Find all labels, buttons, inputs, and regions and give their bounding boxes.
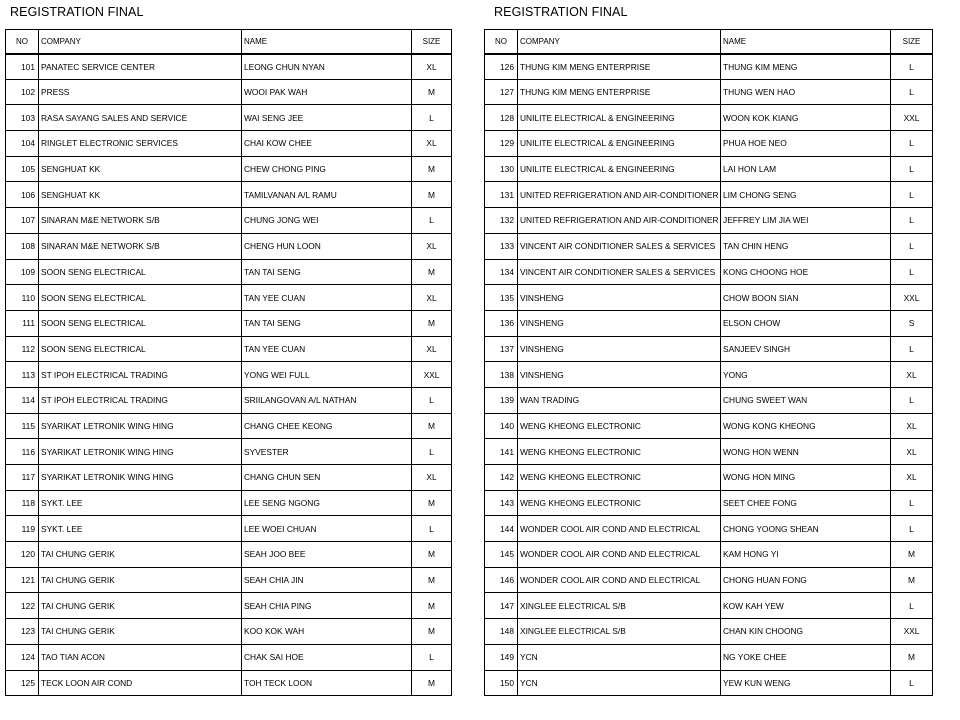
company-cell: WENG KHEONG ELECTRONIC — [518, 413, 721, 439]
company-cell: PRESS — [39, 79, 242, 105]
row-number: 108 — [6, 233, 39, 259]
name-cell: KONG CHOONG HOE — [721, 259, 891, 285]
name-cell: WONG KONG KHEONG — [721, 413, 891, 439]
name-cell: YONG WEI FULL — [242, 362, 412, 388]
column-header-size: SIZE — [412, 30, 452, 54]
size-cell: L — [891, 516, 933, 542]
company-cell: RINGLET ELECTRONIC SERVICES — [39, 131, 242, 157]
size-cell: XL — [412, 336, 452, 362]
table-row — [6, 619, 452, 645]
table-row — [485, 362, 933, 388]
size-cell: L — [891, 670, 933, 696]
company-cell: WONDER COOL AIR COND AND ELECTRICAL — [518, 542, 721, 568]
row-number: 141 — [485, 439, 518, 465]
company-cell: SYKT. LEE — [39, 490, 242, 516]
size-cell: M — [412, 156, 452, 182]
company-cell: XINGLEE ELECTRICAL S/B — [518, 593, 721, 619]
row-number: 101 — [6, 54, 39, 80]
name-cell: ELSON CHOW — [721, 310, 891, 336]
row-number: 103 — [6, 105, 39, 131]
size-cell: M — [891, 567, 933, 593]
company-cell: TAI CHUNG GERIK — [39, 542, 242, 568]
table-row — [6, 413, 452, 439]
name-cell: THUNG WEN HAO — [721, 79, 891, 105]
name-cell: LEE WOEI CHUAN — [242, 516, 412, 542]
table-row — [485, 644, 933, 670]
left-page-title: REGISTRATION FINAL — [10, 5, 144, 19]
company-cell: UNILITE ELECTRICAL & ENGINEERING — [518, 131, 721, 157]
size-cell: L — [891, 259, 933, 285]
size-cell: L — [412, 387, 452, 413]
size-cell: M — [412, 310, 452, 336]
company-cell: SENGHUAT KK — [39, 182, 242, 208]
row-number: 102 — [6, 79, 39, 105]
company-cell: WENG KHEONG ELECTRONIC — [518, 490, 721, 516]
table-row — [6, 439, 452, 465]
row-number: 129 — [485, 131, 518, 157]
size-cell: M — [412, 619, 452, 645]
row-number: 138 — [485, 362, 518, 388]
company-cell: WONDER COOL AIR COND AND ELECTRICAL — [518, 516, 721, 542]
size-cell: L — [891, 233, 933, 259]
table-row — [6, 362, 452, 388]
row-number: 125 — [6, 670, 39, 696]
table-row — [485, 516, 933, 542]
row-number: 105 — [6, 156, 39, 182]
size-cell: L — [412, 516, 452, 542]
table-header-row — [485, 30, 933, 54]
row-number: 114 — [6, 387, 39, 413]
table-row — [485, 131, 933, 157]
name-cell: KOW KAH YEW — [721, 593, 891, 619]
name-cell: TAN YEE CUAN — [242, 285, 412, 311]
name-cell: WOON KOK KIANG — [721, 105, 891, 131]
table-row — [6, 310, 452, 336]
size-cell: M — [412, 79, 452, 105]
size-cell: M — [891, 644, 933, 670]
name-cell: KOO KOK WAH — [242, 619, 412, 645]
company-cell: VINSHENG — [518, 362, 721, 388]
size-cell: XXL — [891, 619, 933, 645]
name-cell: TAN TAI SENG — [242, 259, 412, 285]
name-cell: YONG — [721, 362, 891, 388]
table-row — [6, 465, 452, 491]
size-cell: L — [891, 490, 933, 516]
name-cell: CHEW CHONG PING — [242, 156, 412, 182]
company-cell: YCN — [518, 670, 721, 696]
company-cell: VINCENT AIR CONDITIONER SALES & SERVICES — [518, 259, 721, 285]
row-number: 135 — [485, 285, 518, 311]
row-number: 116 — [6, 439, 39, 465]
row-number: 107 — [6, 208, 39, 234]
table-row — [6, 182, 452, 208]
company-cell: VINSHENG — [518, 336, 721, 362]
table-row — [485, 54, 933, 80]
row-number: 120 — [6, 542, 39, 568]
company-cell: TAI CHUNG GERIK — [39, 619, 242, 645]
company-cell: TAO TIAN ACON — [39, 644, 242, 670]
table-row — [485, 465, 933, 491]
size-cell: M — [412, 542, 452, 568]
row-number: 122 — [6, 593, 39, 619]
name-cell: TAN TAI SENG — [242, 310, 412, 336]
row-number: 126 — [485, 54, 518, 80]
table-row — [6, 285, 452, 311]
size-cell: L — [891, 387, 933, 413]
table-row — [485, 79, 933, 105]
row-number: 133 — [485, 233, 518, 259]
table-row — [6, 259, 452, 285]
name-cell: NG YOKE CHEE — [721, 644, 891, 670]
table-row — [485, 593, 933, 619]
table-row — [6, 670, 452, 696]
size-cell: XL — [891, 413, 933, 439]
left-registration-table — [5, 29, 452, 696]
name-cell: CHAN KIN CHOONG — [721, 619, 891, 645]
row-number: 150 — [485, 670, 518, 696]
table-row — [6, 233, 452, 259]
column-header-company: COMPANY — [39, 30, 242, 54]
row-number: 127 — [485, 79, 518, 105]
row-number: 148 — [485, 619, 518, 645]
name-cell: TOH TECK LOON — [242, 670, 412, 696]
row-number: 109 — [6, 259, 39, 285]
company-cell: SYARIKAT LETRONIK WING HING — [39, 465, 242, 491]
column-header-size: SIZE — [891, 30, 933, 54]
table-row — [6, 336, 452, 362]
column-header-no: NO — [6, 30, 39, 54]
row-number: 136 — [485, 310, 518, 336]
table-row — [6, 542, 452, 568]
company-cell: WAN TRADING — [518, 387, 721, 413]
name-cell: CHUNG SWEET WAN — [721, 387, 891, 413]
size-cell: S — [891, 310, 933, 336]
name-cell: THUNG KIM MENG — [721, 54, 891, 80]
name-cell: CHAI KOW CHEE — [242, 131, 412, 157]
company-cell: SYARIKAT LETRONIK WING HING — [39, 413, 242, 439]
name-cell: WOOI PAK WAH — [242, 79, 412, 105]
company-cell: YCN — [518, 644, 721, 670]
table-row — [6, 54, 452, 80]
row-number: 144 — [485, 516, 518, 542]
table-row — [485, 105, 933, 131]
row-number: 145 — [485, 542, 518, 568]
name-cell: CHANG CHEE KEONG — [242, 413, 412, 439]
name-cell: WONG HON MING — [721, 465, 891, 491]
table-row — [485, 387, 933, 413]
name-cell: SYVESTER — [242, 439, 412, 465]
row-number: 119 — [6, 516, 39, 542]
table-row — [6, 516, 452, 542]
company-cell: ST IPOH ELECTRICAL TRADING — [39, 387, 242, 413]
size-cell: XXL — [891, 105, 933, 131]
company-cell: UNILITE ELECTRICAL & ENGINEERING — [518, 105, 721, 131]
name-cell: SEAH CHIA PING — [242, 593, 412, 619]
name-cell: WAI SENG JEE — [242, 105, 412, 131]
name-cell: TAN YEE CUAN — [242, 336, 412, 362]
column-header-name: NAME — [721, 30, 891, 54]
table-row — [485, 182, 933, 208]
size-cell: M — [412, 593, 452, 619]
table-row — [6, 644, 452, 670]
row-number: 115 — [6, 413, 39, 439]
table-row — [485, 285, 933, 311]
company-cell: XINGLEE ELECTRICAL S/B — [518, 619, 721, 645]
company-cell: VINSHENG — [518, 285, 721, 311]
company-cell: WENG KHEONG ELECTRONIC — [518, 465, 721, 491]
company-cell: TAI CHUNG GERIK — [39, 593, 242, 619]
table-row — [485, 156, 933, 182]
row-number: 143 — [485, 490, 518, 516]
table-row — [6, 131, 452, 157]
row-number: 112 — [6, 336, 39, 362]
table-row — [485, 567, 933, 593]
size-cell: XXL — [412, 362, 452, 388]
company-cell: UNITED REFRIGERATION AND AIR-CONDITIONER — [518, 208, 721, 234]
size-cell: XL — [412, 285, 452, 311]
company-cell: VINCENT AIR CONDITIONER SALES & SERVICES — [518, 233, 721, 259]
column-header-no: NO — [485, 30, 518, 54]
row-number: 137 — [485, 336, 518, 362]
column-header-company: COMPANY — [518, 30, 721, 54]
size-cell: M — [412, 490, 452, 516]
size-cell: XL — [412, 465, 452, 491]
row-number: 113 — [6, 362, 39, 388]
size-cell: L — [891, 182, 933, 208]
table-header-row — [6, 30, 452, 54]
table-row — [6, 79, 452, 105]
name-cell: WONG HON WENN — [721, 439, 891, 465]
company-cell: SOON SENG ELECTRICAL — [39, 336, 242, 362]
company-cell: SOON SENG ELECTRICAL — [39, 310, 242, 336]
row-number: 117 — [6, 465, 39, 491]
table-row — [6, 208, 452, 234]
name-cell: SRIILANGOVAN A/L NATHAN — [242, 387, 412, 413]
size-cell: L — [412, 439, 452, 465]
row-number: 106 — [6, 182, 39, 208]
company-cell: THUNG KIM MENG ENTERPRISE — [518, 79, 721, 105]
company-cell: VINSHENG — [518, 310, 721, 336]
name-cell: CHONG HUAN FONG — [721, 567, 891, 593]
company-cell: WENG KHEONG ELECTRONIC — [518, 439, 721, 465]
row-number: 128 — [485, 105, 518, 131]
size-cell: XL — [891, 439, 933, 465]
size-cell: L — [412, 644, 452, 670]
name-cell: SEAH JOO BEE — [242, 542, 412, 568]
name-cell: SEET CHEE FONG — [721, 490, 891, 516]
name-cell: KAM HONG YI — [721, 542, 891, 568]
row-number: 147 — [485, 593, 518, 619]
company-cell: SOON SENG ELECTRICAL — [39, 285, 242, 311]
name-cell: LIM CHONG SENG — [721, 182, 891, 208]
company-cell: THUNG KIM MENG ENTERPRISE — [518, 54, 721, 80]
table-row — [6, 593, 452, 619]
name-cell: LAI HON LAM — [721, 156, 891, 182]
size-cell: XL — [891, 362, 933, 388]
table-row — [6, 567, 452, 593]
size-cell: L — [891, 79, 933, 105]
name-cell: LEONG CHUN NYAN — [242, 54, 412, 80]
name-cell: YEW KUN WENG — [721, 670, 891, 696]
size-cell: L — [891, 131, 933, 157]
size-cell: L — [891, 156, 933, 182]
company-cell: RASA SAYANG SALES AND SERVICE — [39, 105, 242, 131]
size-cell: M — [412, 670, 452, 696]
row-number: 110 — [6, 285, 39, 311]
company-cell: SYKT. LEE — [39, 516, 242, 542]
table-row — [485, 233, 933, 259]
company-cell: TECK LOON AIR COND — [39, 670, 242, 696]
name-cell: LEE SENG NGONG — [242, 490, 412, 516]
name-cell: JEFFREY LIM JIA WEI — [721, 208, 891, 234]
row-number: 131 — [485, 182, 518, 208]
name-cell: CHOW BOON SIAN — [721, 285, 891, 311]
table-row — [485, 542, 933, 568]
column-header-name: NAME — [242, 30, 412, 54]
company-cell: UNILITE ELECTRICAL & ENGINEERING — [518, 156, 721, 182]
table-row — [485, 490, 933, 516]
name-cell: CHONG YOONG SHEAN — [721, 516, 891, 542]
table-row — [485, 336, 933, 362]
size-cell: L — [891, 208, 933, 234]
table-row — [485, 670, 933, 696]
name-cell: SEAH CHIA JIN — [242, 567, 412, 593]
table-row — [485, 619, 933, 645]
row-number: 140 — [485, 413, 518, 439]
size-cell: XXL — [891, 285, 933, 311]
size-cell: L — [891, 336, 933, 362]
name-cell: SANJEEV SINGH — [721, 336, 891, 362]
table-row — [6, 156, 452, 182]
company-cell: TAI CHUNG GERIK — [39, 567, 242, 593]
size-cell: L — [891, 54, 933, 80]
size-cell: L — [891, 593, 933, 619]
size-cell: M — [891, 542, 933, 568]
table-row — [485, 208, 933, 234]
row-number: 149 — [485, 644, 518, 670]
size-cell: M — [412, 259, 452, 285]
row-number: 142 — [485, 465, 518, 491]
name-cell: CHANG CHUN SEN — [242, 465, 412, 491]
name-cell: CHAK SAI HOE — [242, 644, 412, 670]
size-cell: L — [412, 105, 452, 131]
row-number: 123 — [6, 619, 39, 645]
size-cell: L — [412, 208, 452, 234]
company-cell: WONDER COOL AIR COND AND ELECTRICAL — [518, 567, 721, 593]
row-number: 118 — [6, 490, 39, 516]
row-number: 146 — [485, 567, 518, 593]
right-registration-table — [484, 29, 933, 696]
size-cell: XL — [412, 131, 452, 157]
size-cell: XL — [891, 465, 933, 491]
company-cell: SYARIKAT LETRONIK WING HING — [39, 439, 242, 465]
name-cell: CHUNG JONG WEI — [242, 208, 412, 234]
name-cell: TAN CHIN HENG — [721, 233, 891, 259]
table-row — [6, 387, 452, 413]
table-row — [6, 105, 452, 131]
company-cell: SOON SENG ELECTRICAL — [39, 259, 242, 285]
size-cell: M — [412, 413, 452, 439]
row-number: 111 — [6, 310, 39, 336]
table-row — [485, 439, 933, 465]
row-number: 134 — [485, 259, 518, 285]
name-cell: PHUA HOE NEO — [721, 131, 891, 157]
table-row — [6, 490, 452, 516]
name-cell: TAMILVANAN A/L RAMU — [242, 182, 412, 208]
row-number: 139 — [485, 387, 518, 413]
table-row — [485, 259, 933, 285]
company-cell: PANATEC SERVICE CENTER — [39, 54, 242, 80]
right-page-title: REGISTRATION FINAL — [494, 5, 628, 19]
row-number: 130 — [485, 156, 518, 182]
company-cell: ST IPOH ELECTRICAL TRADING — [39, 362, 242, 388]
table-row — [485, 310, 933, 336]
name-cell: CHENG HUN LOON — [242, 233, 412, 259]
size-cell: M — [412, 567, 452, 593]
size-cell: M — [412, 182, 452, 208]
size-cell: XL — [412, 233, 452, 259]
company-cell: SINARAN M&E NETWORK S/B — [39, 208, 242, 234]
table-row — [485, 413, 933, 439]
company-cell: SINARAN M&E NETWORK S/B — [39, 233, 242, 259]
company-cell: SENGHUAT KK — [39, 156, 242, 182]
company-cell: UNITED REFRIGERATION AND AIR-CONDITIONER — [518, 182, 721, 208]
row-number: 104 — [6, 131, 39, 157]
row-number: 132 — [485, 208, 518, 234]
row-number: 124 — [6, 644, 39, 670]
size-cell: XL — [412, 54, 452, 80]
row-number: 121 — [6, 567, 39, 593]
